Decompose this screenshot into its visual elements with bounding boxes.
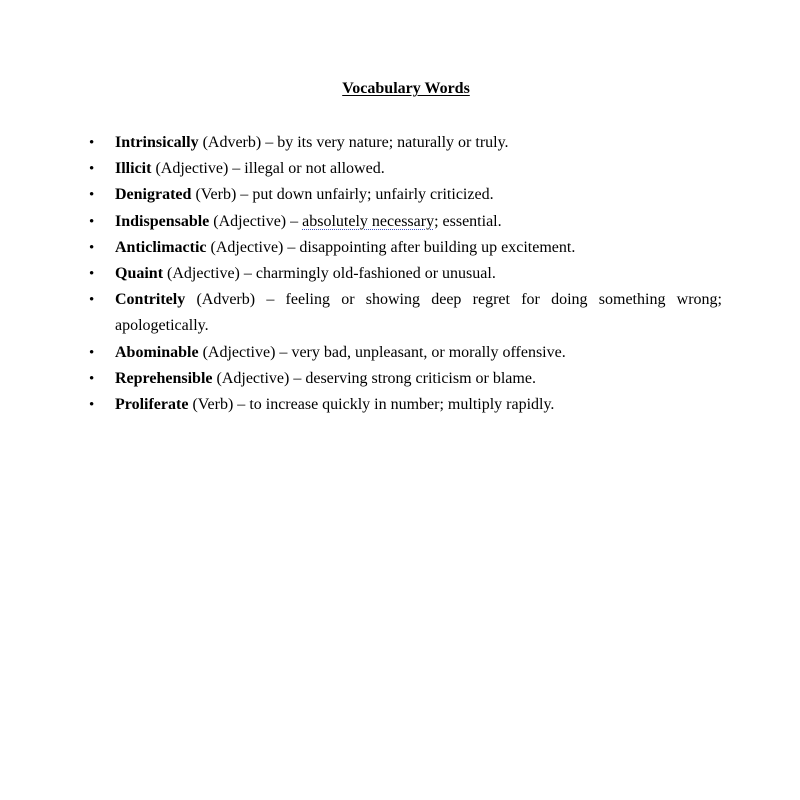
definition: by its very nature; naturally or truly. bbox=[277, 134, 509, 151]
part-of-speech: (Adjective) – bbox=[198, 343, 292, 361]
definition: put down unfairly; unfairly criticized. bbox=[252, 186, 494, 204]
part-of-speech: (Adjective) – bbox=[206, 238, 300, 256]
definition: illegal or not allowed. bbox=[244, 160, 385, 178]
vocab-term: Illicit bbox=[115, 160, 152, 178]
vocab-term: Indispensable bbox=[115, 212, 210, 230]
list-item bbox=[89, 340, 722, 366]
vocab-term: Reprehensible bbox=[115, 369, 213, 387]
list-item bbox=[89, 287, 722, 339]
definition: ; essential. bbox=[434, 212, 502, 230]
vocab-term: Quaint bbox=[115, 265, 164, 283]
definition: to increase quickly in number; multiply rapidly. bbox=[249, 396, 555, 414]
bullet-icon: • bbox=[89, 187, 95, 204]
definition: charmingly old-fashioned or unusual. bbox=[255, 265, 496, 283]
bullet-icon: • bbox=[89, 213, 95, 230]
bullet-icon: • bbox=[89, 344, 95, 361]
bullet-icon: • bbox=[89, 161, 95, 178]
list-item bbox=[89, 366, 722, 392]
part-of-speech: (Verb) – bbox=[191, 186, 253, 204]
bullet-icon: • bbox=[89, 292, 95, 309]
definition: disappointing after building up excitement. bbox=[299, 238, 576, 256]
vocab-term: Intrinsically bbox=[115, 134, 199, 151]
definition: deserving strong criticism or blame. bbox=[305, 369, 536, 387]
list-item bbox=[89, 392, 722, 418]
list-item bbox=[89, 130, 722, 156]
vocab-term: Anticlimactic bbox=[115, 238, 207, 256]
list-item bbox=[89, 235, 722, 261]
bullet-icon: • bbox=[89, 370, 95, 387]
vocab-term: Denigrated bbox=[115, 186, 192, 204]
definition: very bad, unpleasant, or morally offensive. bbox=[291, 343, 566, 361]
list-item bbox=[89, 209, 722, 235]
vocabulary-list bbox=[89, 130, 722, 418]
document-title: Vocabulary Words bbox=[342, 80, 470, 97]
part-of-speech: (Adjective) – bbox=[212, 369, 306, 387]
part-of-speech: (Adjective) – bbox=[209, 212, 303, 230]
spellcheck-flagged-text[interactable]: absolutely necessary bbox=[302, 212, 435, 230]
list-item bbox=[89, 156, 722, 182]
vocab-term: Proliferate bbox=[115, 396, 189, 414]
list-item bbox=[89, 182, 722, 208]
part-of-speech: (Verb) – bbox=[188, 396, 250, 414]
part-of-speech: (Adverb) – bbox=[198, 134, 278, 151]
part-of-speech: (Adverb) – bbox=[185, 291, 286, 309]
list-item bbox=[89, 261, 722, 287]
part-of-speech: (Adjective) – bbox=[151, 160, 245, 178]
bullet-icon: • bbox=[89, 266, 95, 283]
bullet-icon: • bbox=[89, 239, 95, 256]
bullet-icon: • bbox=[89, 397, 95, 414]
definition: feeling or showing deep regret for doing something wrong; apologetically. bbox=[115, 291, 722, 335]
vocab-term: Abominable bbox=[115, 343, 199, 361]
part-of-speech: (Adjective) – bbox=[163, 265, 256, 283]
vocab-term: Contritely bbox=[115, 291, 186, 309]
bullet-icon: • bbox=[89, 135, 95, 151]
